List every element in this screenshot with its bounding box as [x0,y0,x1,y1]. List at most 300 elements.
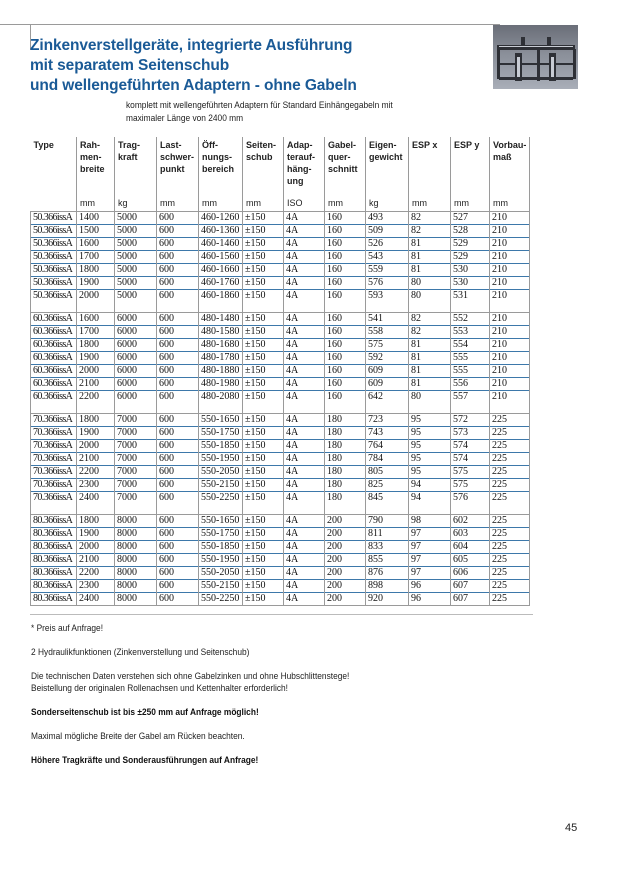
table-cell: 603 [451,528,490,541]
table-row [31,238,530,251]
note-spacer [31,695,401,707]
table-cell: 550-1650 [199,515,243,528]
table-cell: 600 [157,290,199,303]
table-cell: ±150 [243,391,284,404]
table-cell: 81 [409,378,451,391]
table-cell: 493 [366,212,409,225]
table-cell: ±150 [243,593,284,606]
page-number: 45 [565,822,578,834]
table-cell: 210 [490,339,530,352]
table-cell: 82 [409,225,451,238]
table-cell: 600 [157,365,199,378]
table-cell: 180 [325,414,366,427]
table-cell: 2300 [77,479,115,492]
table-cell: 4A [284,593,325,606]
table-cell: 600 [157,277,199,290]
table-cell: 550-1750 [199,528,243,541]
table-cell: 4A [284,479,325,492]
table-cell: 1900 [77,277,115,290]
table-cell: 743 [366,427,409,440]
table-cell: 160 [325,326,366,339]
column-header [325,137,366,193]
cell-type: 80.366issA [31,567,77,580]
table-row [31,264,530,277]
note-spacer [31,635,401,647]
table-cell: 225 [490,593,530,606]
subtitle [126,99,393,125]
column-header-line: Last- [160,140,182,150]
table-row [31,492,530,505]
table-cell: 811 [366,528,409,541]
table-cell: 4A [284,541,325,554]
table-cell: 1800 [77,339,115,352]
table-cell: 81 [409,352,451,365]
table-cell: 4A [284,212,325,225]
table-cell: 480-1480 [199,313,243,326]
table-cell: ±150 [243,427,284,440]
table-cell: 6000 [115,378,157,391]
table-cell: 4A [284,365,325,378]
table-cell: 180 [325,427,366,440]
table-cell: 460-1360 [199,225,243,238]
table-cell: 210 [490,378,530,391]
table-cell: 200 [325,567,366,580]
table-cell: ±150 [243,225,284,238]
table-row [31,440,530,453]
column-header [366,137,409,193]
table-cell: 2000 [77,440,115,453]
note-line: Maximal mögliche Breite der Gabel am Rücken beachten. [31,731,245,742]
table-cell: ±150 [243,251,284,264]
table-cell: 4A [284,225,325,238]
table-cell: 550-1650 [199,414,243,427]
table-cell: 80 [409,290,451,303]
cell-type: 80.366issA [31,593,77,606]
table-row [31,541,530,554]
cell-type: 70.366issA [31,466,77,479]
table-cell: 1800 [77,414,115,427]
table-cell: 200 [325,541,366,554]
table-cell: 210 [490,212,530,225]
column-header [243,137,284,193]
title-line-3: und wellengeführten Adaptern - ohne Gabeln [30,77,357,94]
table-cell: 723 [366,414,409,427]
table-row [31,313,530,326]
table-cell: ±150 [243,541,284,554]
table-cell: 8000 [115,515,157,528]
page-title [30,36,357,96]
table-cell: 180 [325,492,366,505]
notes-section [31,623,451,767]
column-header-line: kraft [118,152,138,162]
table-cell: 160 [325,391,366,404]
table-row [31,453,530,466]
note-spacer [31,659,401,671]
table-cell: 225 [490,492,530,505]
table-cell: 600 [157,567,199,580]
table-cell: 6000 [115,339,157,352]
table-cell: 605 [451,554,490,567]
table-cell: 602 [451,515,490,528]
table-cell: 210 [490,391,530,404]
table-cell: 180 [325,479,366,492]
table-cell: 558 [366,326,409,339]
table-cell: 210 [490,290,530,303]
table-cell: 4A [284,515,325,528]
column-unit: mm [77,193,115,212]
table-cell: 855 [366,554,409,567]
table-cell: 460-1260 [199,212,243,225]
table-cell: 98 [409,515,451,528]
table-cell: 607 [451,593,490,606]
group-spacer-row [31,403,530,414]
table-cell: 96 [409,580,451,593]
cell-type: 70.366issA [31,414,77,427]
table-cell: 480-1980 [199,378,243,391]
table-cell: 80 [409,391,451,404]
table-cell: 600 [157,427,199,440]
table-cell: 593 [366,290,409,303]
table-cell: 1600 [77,313,115,326]
table-cell: 552 [451,313,490,326]
column-header-line: Adap- [287,140,313,150]
table-row [31,515,530,528]
table-cell: 225 [490,479,530,492]
title-line-2: mit separatem Seitenschub [30,57,230,74]
table-cell: 4A [284,313,325,326]
table-cell: 4A [284,264,325,277]
cell-type: 70.366issA [31,440,77,453]
column-header-line: schub [246,152,273,162]
table-cell: 480-2080 [199,391,243,404]
cell-type: 60.366issA [31,365,77,378]
table-cell: 82 [409,212,451,225]
column-header-line: Öff- [202,140,218,150]
subtitle-line-1: komplett mit wellengeführten Adaptern für Standard Einhängegabeln mit [126,100,393,111]
table-cell: 600 [157,466,199,479]
table-cell: 527 [451,212,490,225]
note-line: * Preis auf Anfrage! [31,623,104,634]
table-cell: 4A [284,339,325,352]
column-unit: mm [199,193,243,212]
table-cell: 575 [451,479,490,492]
table-cell: 480-1880 [199,365,243,378]
table-cell: 2200 [77,466,115,479]
table-cell: 225 [490,440,530,453]
table-cell: 4A [284,378,325,391]
cell-type: 50.366issA [31,212,77,225]
table-cell: 8000 [115,554,157,567]
table-cell: 2000 [77,541,115,554]
table-cell: ±150 [243,326,284,339]
table-cell: 784 [366,453,409,466]
cell-type: 50.366issA [31,277,77,290]
table-cell: 210 [490,277,530,290]
table-cell: 4A [284,352,325,365]
table-cell: 4A [284,238,325,251]
table-cell: 180 [325,440,366,453]
table-cell: 6000 [115,352,157,365]
column-unit: kg [115,193,157,212]
table-bottom-shadow [30,614,533,615]
cell-type: 60.366issA [31,391,77,404]
header-label-row [31,137,530,193]
table-cell: 509 [366,225,409,238]
table-cell: 550-2050 [199,567,243,580]
table-cell: ±150 [243,212,284,225]
table-cell: 575 [366,339,409,352]
table-cell: 550-1950 [199,453,243,466]
table-cell: 225 [490,453,530,466]
table-header [31,137,530,212]
table-cell: 1700 [77,326,115,339]
table-row [31,326,530,339]
table-cell: 550-1750 [199,427,243,440]
subtitle-line-2: maximaler Länge von 2400 mm [126,113,244,124]
table-cell: ±150 [243,492,284,505]
table-cell: 576 [366,277,409,290]
column-header [115,137,157,193]
cell-type: 50.366issA [31,264,77,277]
table-row [31,567,530,580]
table-cell: 82 [409,313,451,326]
table-cell: 604 [451,541,490,554]
table-cell: 600 [157,212,199,225]
column-header-line: Vorbau- [493,140,527,150]
table-cell: 160 [325,352,366,365]
table-cell: 160 [325,290,366,303]
table-cell: 600 [157,225,199,238]
table-cell: 2100 [77,554,115,567]
table-body [31,212,530,606]
table-cell: 460-1460 [199,238,243,251]
table-cell: 572 [451,414,490,427]
table-cell: 1500 [77,225,115,238]
product-photo [493,25,578,89]
table-cell: ±150 [243,466,284,479]
column-header-line: Rah- [80,140,100,150]
table-cell: 609 [366,365,409,378]
table-row [31,528,530,541]
column-header-line: Eigen- [369,140,397,150]
table-cell: 5000 [115,212,157,225]
table-cell: 5000 [115,238,157,251]
table-cell: 460-1560 [199,251,243,264]
table-cell: 5000 [115,225,157,238]
table-cell: 2400 [77,593,115,606]
table-cell: 600 [157,378,199,391]
table-cell: ±150 [243,313,284,326]
column-header [284,137,325,193]
table-cell: 1900 [77,528,115,541]
table-cell: 600 [157,313,199,326]
table-cell: 480-1580 [199,326,243,339]
column-header-line: Trag- [118,140,141,150]
table-cell: 81 [409,339,451,352]
table-cell: 550-1950 [199,554,243,567]
table-cell: 550-2250 [199,593,243,606]
table-cell: 606 [451,567,490,580]
table-cell: 4A [284,277,325,290]
table-cell: 550-1850 [199,440,243,453]
table-cell: 160 [325,238,366,251]
table-cell: 600 [157,554,199,567]
table-cell: 460-1860 [199,290,243,303]
table-cell: 2100 [77,378,115,391]
table-cell: ±150 [243,264,284,277]
table-cell: 531 [451,290,490,303]
table-cell: 225 [490,580,530,593]
column-header-line: breite [80,164,105,174]
table-cell: 600 [157,580,199,593]
table-cell: ±150 [243,378,284,391]
table-cell: 607 [451,580,490,593]
table-cell: 600 [157,326,199,339]
table-cell: 97 [409,567,451,580]
table-cell: 600 [157,391,199,404]
table-cell: 7000 [115,479,157,492]
table-cell: 556 [451,378,490,391]
table-row [31,391,530,404]
table-cell: 210 [490,352,530,365]
table-cell: 1700 [77,251,115,264]
column-header-line: terauf- [287,152,316,162]
table-cell: 600 [157,528,199,541]
table-cell: 600 [157,352,199,365]
table-cell: 160 [325,225,366,238]
table-cell: ±150 [243,580,284,593]
column-header-line: nungs- [202,152,232,162]
column-header-line: ESP y [454,140,480,150]
table-cell: ±150 [243,453,284,466]
cell-type: 70.366issA [31,492,77,505]
table-row [31,580,530,593]
column-header-line: Type [33,140,54,150]
table-cell: 1600 [77,238,115,251]
table-cell: 460-1760 [199,277,243,290]
table-cell: 600 [157,492,199,505]
table-cell: 1400 [77,212,115,225]
table-cell: 541 [366,313,409,326]
column-unit: mm [451,193,490,212]
table-cell: 576 [451,492,490,505]
table-cell: ±150 [243,352,284,365]
cell-type: 60.366issA [31,378,77,391]
table-cell: 550-2050 [199,466,243,479]
column-header [490,137,530,193]
table-cell: 160 [325,251,366,264]
table-row [31,251,530,264]
table-cell: 225 [490,567,530,580]
table-cell: 4A [284,251,325,264]
table-cell: 95 [409,466,451,479]
table-row [31,554,530,567]
table-cell: 5000 [115,264,157,277]
table-cell: 573 [451,427,490,440]
table-cell: 2000 [77,365,115,378]
header-unit-row [31,193,530,212]
table-cell: 1900 [77,352,115,365]
table-cell: 2400 [77,492,115,505]
column-header [451,137,490,193]
table-cell: 225 [490,554,530,567]
column-header-line: maß [493,152,512,162]
table-cell: 554 [451,339,490,352]
table-cell: 210 [490,264,530,277]
table-cell: ±150 [243,339,284,352]
table-cell: 2000 [77,290,115,303]
column-header [157,137,199,193]
note-line: Höhere Tragkräfte und Sonderausführungen auf Anfrage! [31,755,259,766]
table-cell: 200 [325,515,366,528]
table-cell: 600 [157,251,199,264]
table-cell: 530 [451,264,490,277]
table-cell: 600 [157,264,199,277]
table-cell: 5000 [115,251,157,264]
cell-type: 70.366issA [31,453,77,466]
table-cell: 805 [366,466,409,479]
table-cell: 97 [409,528,451,541]
table-cell: 529 [451,238,490,251]
cell-type: 80.366issA [31,554,77,567]
table-row [31,414,530,427]
table-cell: 574 [451,440,490,453]
table-cell: 160 [325,212,366,225]
table-cell: 898 [366,580,409,593]
table-cell: 7000 [115,427,157,440]
table-cell: ±150 [243,479,284,492]
table-cell: 528 [451,225,490,238]
table-cell: 210 [490,225,530,238]
table-row [31,427,530,440]
table-cell: 210 [490,326,530,339]
table-cell: 210 [490,365,530,378]
column-header-line: Seiten- [246,140,277,150]
table-cell: 559 [366,264,409,277]
table-cell: 4A [284,440,325,453]
table-cell: 97 [409,554,451,567]
table-cell: 4A [284,567,325,580]
group-spacer-row [31,302,530,313]
table-cell: 790 [366,515,409,528]
cell-type: 80.366issA [31,515,77,528]
table-cell: 4A [284,528,325,541]
table-cell: 225 [490,528,530,541]
cell-type: 50.366issA [31,225,77,238]
table-cell: ±150 [243,554,284,567]
table-cell: ±150 [243,414,284,427]
column-unit: mm [409,193,451,212]
table-cell: 225 [490,466,530,479]
table-cell: 555 [451,365,490,378]
column-unit: kg [366,193,409,212]
table-cell: 557 [451,391,490,404]
cell-type: 50.366issA [31,290,77,303]
table-cell: 200 [325,528,366,541]
table-cell: 4A [284,466,325,479]
column-header-line: schwer- [160,152,195,162]
column-header-line: bereich [202,164,235,174]
column-header-line: ung [287,176,304,186]
table-cell: 180 [325,453,366,466]
table-cell: 920 [366,593,409,606]
column-header [199,137,243,193]
column-header-line: schnitt [328,164,358,174]
table-cell: 210 [490,251,530,264]
table-cell: ±150 [243,515,284,528]
column-header-line: Gabel- [328,140,357,150]
table-cell: 600 [157,414,199,427]
